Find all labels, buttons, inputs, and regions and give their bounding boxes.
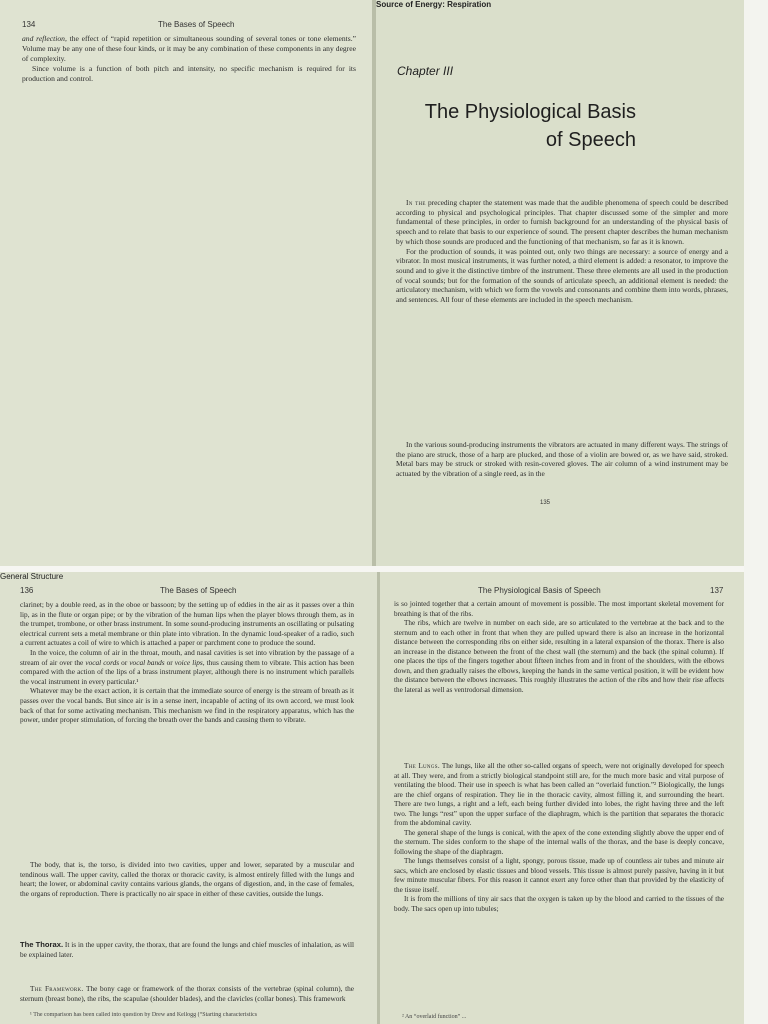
paragraph: The lungs themselves consist of a light, spongy, porous tissue, made up of countless air tubes and minute air sacs, which are enclosed by elastic tissues and blood vessels. This tissue is almost purely passive, having in it but few minute muscular fibers. For this reason it cannot exert any force other than that provided by the elasticity of the tissue itself. (394, 857, 724, 894)
page-number: 134 (22, 20, 36, 29)
chapter-label: Chapter III (397, 64, 454, 78)
page-136 (0, 572, 380, 1024)
paragraph: clarinet; by a double reed, as in the oboe or bassoon; by the setting up of eddies in the air as it passes over a thin lip, as in the flute or organ pipe; or by the vibration of the human lips when the player blows through them, as in the trumpet, trombone, or other brass instrument. In some sound-producing instruments an oscillating or pulsating electrical current sets a metal membrane or thin plate into vibration. In the dynamic loud-speaker of a radio, such a current actuates a coil of wire to which is attached a paper or parchment cone to produce the sound. (20, 600, 354, 648)
paragraph: For the production of sounds, it was pointed out, only two things are necessary: a source of energy and a vibrator. In most musical instruments, it was further noted, a third element is added: a resonator, to improve the sound and to give it the distinctive timbre of the instrument. These three elements are all used in the production of vocal sounds; but for the formation of the sounds of articulate speech, an additional element is needed: the articulatory mechanism, with which we form the vowels and consonants and combine them into words, phrases, and sentences. All four of these elements are included in the speech mechanism. (396, 246, 728, 305)
section-heading: General Structure (0, 572, 64, 581)
chapter-body (396, 198, 728, 305)
running-head: The Physiological Basis of Speech (478, 586, 601, 595)
framework-body (20, 984, 354, 1003)
paragraph: It is from the millions of tiny air sacs that the oxygen is taken up by the blood and carried to the tissues of the body. The sacs open up into tubules; (394, 895, 724, 913)
paragraph: Whatever may be the exact action, it is certain that the immediate source of energy is the stream of breath as it passes over the vocal bands. But since air is in a sense inert, incapable of acting of its own accord, we must look back of that for some activating mechanism. This mechanism we find in the respiratory apparatus, which has the power, under proper stimulation, of forcing the breath over the bands and causing them to vibrate. (20, 686, 354, 725)
chapter-title: The Physiological Basis of Speech (424, 101, 636, 151)
page-body-mid (20, 860, 354, 898)
paragraph: In the voice, the column of air in the throat, mouth, and nasal cavities is set into vibration by the passage of a stream of air over the vocal cords or vocal bands or voice lips, thus causing them to vibrate. This action has been compared with the action of the lips of a brass instrument player, although there is no instrument which parallels the vocal instrument in every particular.¹ (20, 647, 354, 686)
page-134 (0, 0, 376, 566)
paragraph: In the preceding chapter the statement was made that the audible phenomena of speech could be described according to physical and psychological principles. That chapter discussed some of the simpler and more fundamental of these principles, in order to furnish background for an understanding of the physical basis of speech and to relate that basis to our experience of sound. The present chapter describes the human mechanism by which those sounds are produced and the functioning of that mechanism, so far as it is known. (396, 198, 728, 246)
page-137 (380, 572, 744, 1024)
paragraph: The general shape of the lungs is conical, with the apex of the cone extending slightly above the upper end of the sternum. The sides conform to the shape of the internal walls of the thorax, and the base is deeply concave, following the shape of the diaphragm. (394, 828, 724, 856)
italic-term: and reflection, (22, 34, 67, 43)
footnote: ² An “overlaid function” ... (402, 1014, 467, 1020)
page-body (22, 34, 356, 84)
scan-edge (744, 0, 768, 1024)
page-body-top (20, 600, 354, 725)
paragraph: The Lungs. The lungs, like all the other so-called organs of speech, were not originally developed for speech at all. They were, and from a strictly biological standpoint still are, for the much more basic and vital purpose of ventilating the blood. Their use in speech is what has been called an “overlaid function.”² Biologically, the lungs are the chief organs of respiration. They lie in the thoracic cavity, almost filling it, and surrounding the heart. There are two lungs, a right and a left, each being further divided into lobes, the right having three and the left two. The lungs “rest” upon the upper surface of the diaphragm, which is the partition that separates the thoracic from the abdominal cavity. (394, 762, 724, 827)
page-number: 137 (710, 586, 724, 595)
section-heading: Source of Energy: Respiration (376, 0, 492, 9)
paragraph: is so jointed together that a certain amount of movement is possible. The most important skeletal movement for breathing is that of the ribs. (394, 600, 724, 618)
page-135 (376, 0, 744, 566)
paragraph: The ribs, which are twelve in number on each side, are so articulated to the vertebrae at the back and to the sternum and to each other in front that when they are pulled upward there is also an increase in the horizontal distance between the corresponding ribs on either side, resulting in a lateral expansion of the thorax. There is also an increase in the distance between the front of the chest wall (the sternum) and the back (the spinal column). If one places the tips of the fingers together about fifteen inches from and in front of the shoulders, with the elbows down, and then gradually raises the elbows, keeping the hands in the same vertical position, it will be evident how the distance between the elbows increases. This roughly illustrates the action of the ribs and how their rise affects the lateral as well as ventrodorsal dimension. (394, 619, 724, 694)
paragraph: The Thorax. It is in the upper cavity, the thorax, that are found the lungs and chief muscles of inhalation, as will be explained later. (20, 940, 354, 959)
paragraph: The body, that is, the torso, is divided into two cavities, upper and lower, separated by a muscular and tendinous wall. The upper cavity, called the thorax or thoracic cavity, is almost entirely filled with the lungs and heart; the lower, or abdominal cavity contains various glands, the organs of digestion, and, in the case of females, the organs of reproduction. There is practically no air space in either of these cavities, outside the lungs. (20, 860, 354, 898)
paragraph: In the various sound-producing instruments the vibrators are actuated in many different ways. The strings of the piano are struck, those of a harp are plucked, and those of a violin are bowed or, as we have said, stroked. Metal bars may be struck or stroked with resin-covered gloves. The air column of a wind instrument may be actuated by the vibration of a single reed, as in the (396, 440, 728, 479)
paragraph: The Framework. The bony cage or framework of the thorax consists of the vertebrae (spinal column), the sternum (breast bone), the ribs, the scapulae (shoulder blades), and the clavicles (collar bones). This framework (20, 984, 354, 1003)
running-head: The Bases of Speech (160, 586, 237, 595)
section-body (396, 440, 728, 479)
footnote: ¹ The comparison has been called into question by Drew and Kellogg (“Starting characteristics (30, 1012, 258, 1018)
running-head: The Bases of Speech (158, 20, 235, 29)
page-number: 136 (20, 586, 34, 595)
page-body-bottom (394, 762, 724, 914)
paragraph: Since volume is a function of both pitch and intensity, no specific mechanism is required for its production and control. (22, 63, 356, 83)
page-number: 135 (540, 500, 551, 506)
paragraph: and reflection, the effect of “rapid repetition or simultaneous sounding of several tones or tone elements.” Volume may be any one of these four kinds, or it may be any combination of these components in any degree of complexity. (22, 34, 356, 63)
page-body-top (394, 600, 724, 695)
thorax-body (20, 940, 354, 959)
